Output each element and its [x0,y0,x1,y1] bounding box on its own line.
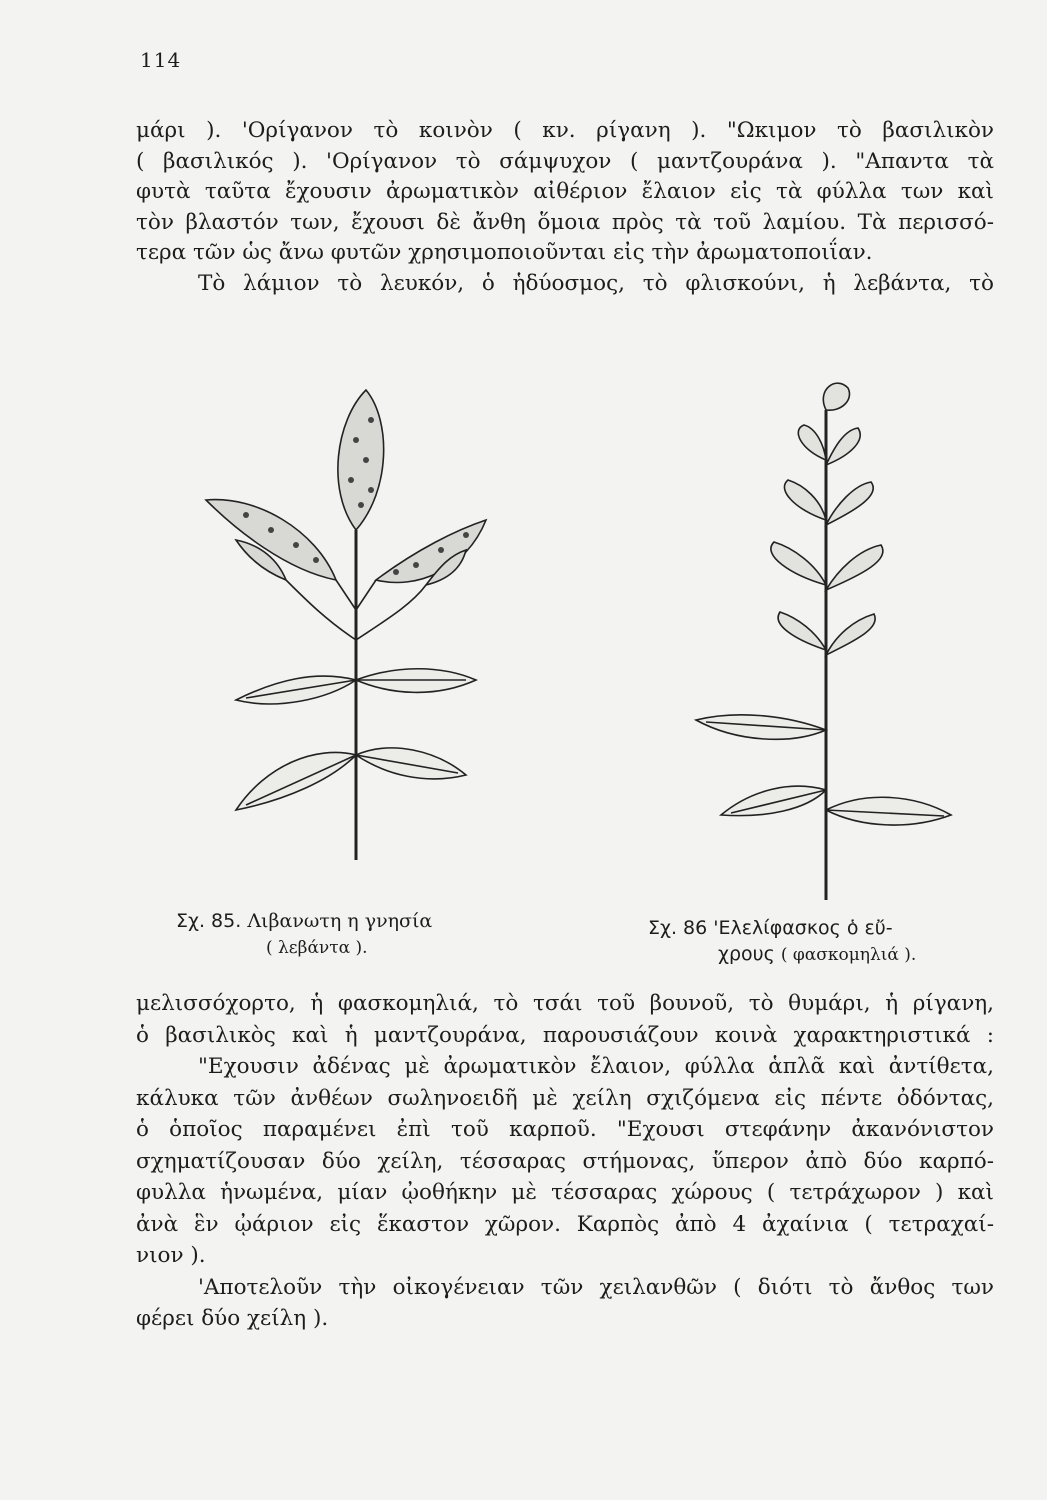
figure-86-name-cont: χρους [718,943,775,965]
text-line: ὁ ὁποῖος παραμένει ἐπὶ τοῦ καρποῦ. "Εχουσι στεφάνην ἀκανόνιστον [136,1117,994,1142]
figure-86-name: 'Ελελίφασκος ὁ εὔ- [713,917,893,939]
figure-85-sub: ( λεβάντα ). [266,938,368,958]
figure-86-label: Σχ. 86 [648,917,708,939]
lavender-illustration [166,380,496,880]
figures-area [136,360,994,980]
sage-illustration [676,370,976,910]
bottom-paragraph [136,988,994,1335]
text-line: τερα τῶν ὡς ἄνω φυτῶν χρησιμοποιοῦνται εἰς τὴν ἀρωματοποιΐαν. [136,240,873,265]
figure-86-caption [648,915,988,968]
figure-85-label: Σχ. 85. [176,910,242,932]
text-line: φυλλα ἡνωμένα, μίαν ᾠοθήκην μὲ τέσσαρας χώρους ( τετράχωρον ) καὶ [136,1180,994,1205]
text-line: νιον ). [136,1243,206,1268]
text-line: ( βασιλικός ). 'Ορίγανον τὸ σάμψυχον ( μαντζουράνα ). "Απαντα τὰ [136,148,994,174]
figure-85-caption [176,908,536,961]
text-line: φυτὰ ταῦτα ἔχουσιν ἀρωματικὸν αἰθέριον ἔλαιον εἰς τὰ φύλλα των καὶ [136,179,994,204]
text-line: "Εχουσιν ἀδένας μὲ ἀρωματικὸν ἔλαιον, φύλλα ἁπλᾶ καὶ ἀντίθετα, [198,1054,994,1079]
text-line: κάλυκα τῶν ἀνθέων σωληνοειδῆ μὲ χείλη σχιζόμενα εἰς πέντε ὀδόντας, [136,1085,994,1111]
text-line: μάρι ). 'Ορίγανον τὸ κοινὸν ( κν. ρίγανη ). "Ωκιμον τὸ βασιλικὸν [136,118,994,143]
text-line: ἀνὰ ἓν ᾠάριον εἰς ἕκαστον χῶρον. Καρπὸς ἀπὸ 4 ἀχαίνια ( τετραχαί- [136,1211,994,1237]
page-number: 114 [140,48,182,72]
text-line: σχηματίζουσαν δύο χείλη, τέσσαρας στήμονας, ὕπερον ἀπὸ δύο καρπό- [136,1148,994,1174]
figure-86-sub: ( φασκομηλιά ). [780,945,917,965]
text-line: φέρει δύο χείλη ). [136,1306,329,1331]
text-line: τὸν βλαστόν των, ἔχουσι δὲ ἄνθη ὅμοια πρὸς τὰ τοῦ λαμίου. Τὰ περισσό- [136,209,994,235]
top-paragraph [136,116,994,299]
text-line: μελισσόχορτο, ἡ φασκομηλιά, τὸ τσάι τοῦ βουνοῦ, τὸ θυμάρι, ἡ ρίγανη, [136,991,994,1016]
text-line: 'Αποτελοῦν τὴν οἰκογένειαν τῶν χειλανθῶν ( διότι τὸ ἄνθος των [198,1274,994,1300]
figure-85-name: Λιβανωτη η γνησία [247,910,433,932]
text-line: Τὸ λάμιον τὸ λευκόν, ὁ ἡδύοσμος, τὸ φλισκούνι, ἡ λεβάντα, τὸ [198,270,994,296]
text-line: ὁ βασιλικὸς καὶ ἡ μαντζουράνα, παρουσιάζουν κοινὰ χαρακτηριστικά : [136,1022,994,1048]
